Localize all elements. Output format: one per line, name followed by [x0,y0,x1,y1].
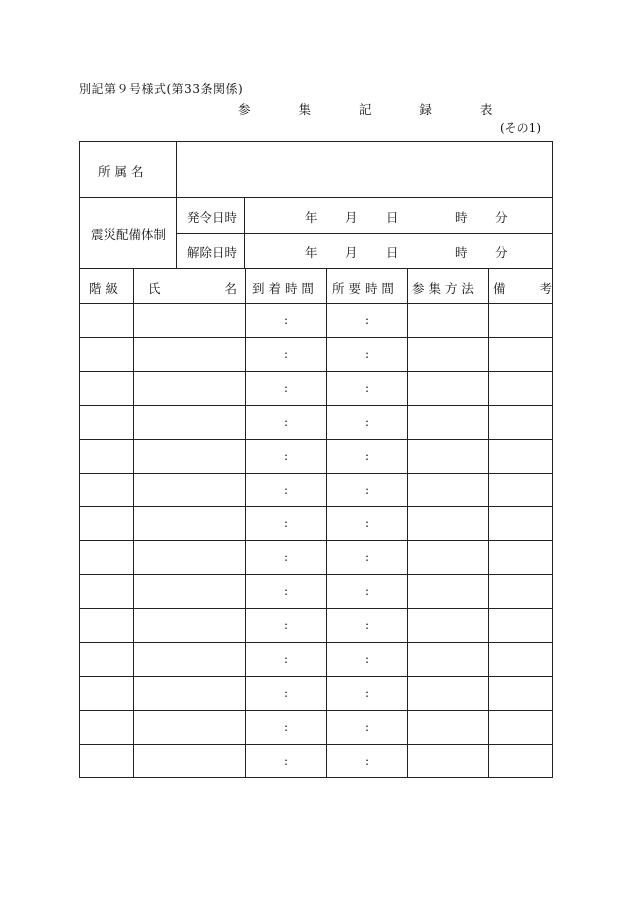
issue-hour-unit: 時 [455,210,468,225]
duration-colon: : [365,414,370,429]
duration-colon: : [365,346,370,361]
divider [79,268,553,269]
arrival-time-colon: : [284,516,289,531]
page-number-label: (その1) [500,121,541,135]
duration-colon: : [365,685,370,700]
form-number-label: 別記第９号様式(第33条関係) [79,82,244,96]
duration-colon: : [365,618,370,633]
table-row-line [79,608,553,609]
arrival-time-colon: : [284,346,289,361]
release-hour-unit: 時 [455,245,468,260]
duration-colon: : [365,448,370,463]
column-divider [133,268,134,778]
column-header-name: 氏 名 [148,281,237,296]
arrival-time-colon: : [284,482,289,497]
table-row-line [79,405,553,406]
duration-colon: : [365,719,370,734]
duration-colon: : [365,482,370,497]
document-title: 参 集 記 録 表 [238,102,515,117]
table-row-line [79,439,553,440]
table-row-line [79,473,553,474]
duration-colon: : [365,584,370,599]
affiliation-value[interactable] [190,162,540,180]
table-row-line [79,710,553,711]
affiliation-label: 所 属 名 [98,164,144,179]
release-datetime-label: 解除日時 [187,245,238,260]
table-row-line [79,676,553,677]
arrival-time-colon: : [284,448,289,463]
arrival-time-colon: : [284,652,289,666]
arrival-time-colon: : [284,753,289,768]
release-month-unit: 月 [345,245,358,260]
duration-colon: : [365,550,370,565]
table-row-line [79,574,553,575]
issue-month-unit: 月 [345,210,358,225]
column-divider [326,268,327,778]
column-header-remarks: 備 考 [493,281,552,296]
divider [79,197,553,198]
issue-minute-unit: 分 [495,210,508,225]
table-row-line [79,337,553,338]
arrival-time-colon: : [284,618,289,633]
column-divider [407,268,408,778]
column-header-method: 参 集 方 法 [412,281,474,296]
table-row-line [79,371,553,372]
arrival-time-colon: : [284,584,289,599]
arrival-time-colon: : [284,719,289,734]
column-header-arrival-time: 到 着 時 間 [252,281,314,296]
duration-colon: : [365,380,370,395]
arrival-time-colon: : [284,550,289,565]
arrival-time-colon: : [284,380,289,395]
column-header-duration: 所 要 時 間 [332,281,394,296]
release-year-unit: 年 [305,245,318,260]
arrival-time-colon: : [284,414,289,429]
duration-colon: : [365,516,370,531]
duration-colon: : [365,753,370,768]
table-row-line [79,744,553,745]
table-row-line [79,642,553,643]
release-day-unit: 日 [386,245,399,260]
table-row-line [79,303,553,304]
duration-colon: : [365,652,370,666]
table-row-line [79,540,553,541]
duration-colon: : [365,313,370,327]
disaster-system-label: 震災配備体制 [91,227,167,242]
column-header-rank: 階 級 [89,281,118,296]
issue-year-unit: 年 [305,210,318,225]
table-row-line [79,506,553,507]
column-divider [245,268,246,778]
release-minute-unit: 分 [495,245,508,260]
arrival-time-colon: : [284,313,289,327]
divider [176,233,553,234]
divider [176,141,177,268]
issue-datetime-label: 発令日時 [187,210,238,225]
arrival-time-colon: : [284,685,289,700]
issue-day-unit: 日 [386,210,399,225]
column-divider [488,268,489,778]
